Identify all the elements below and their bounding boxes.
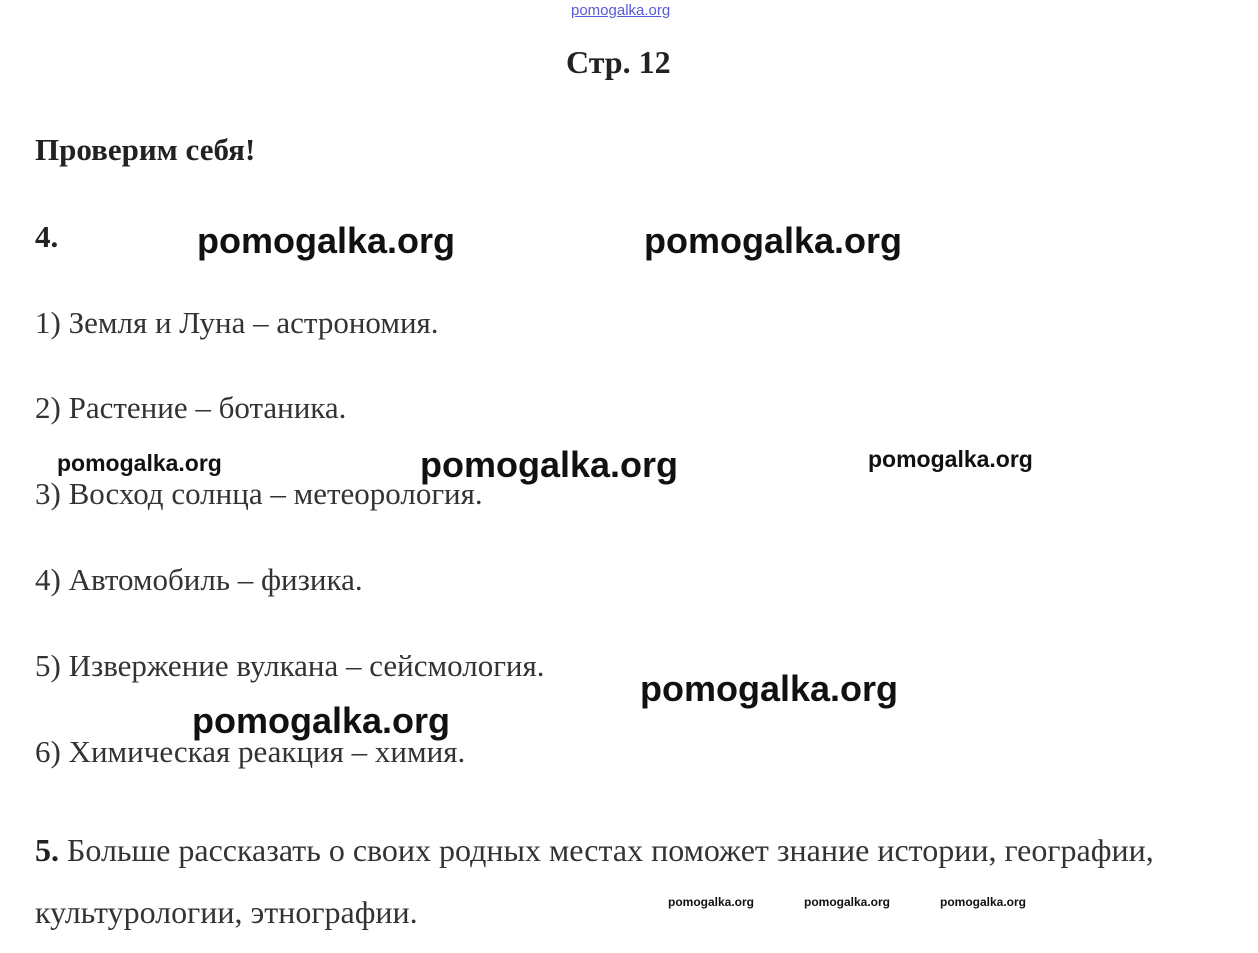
task-4-number: 4. [35, 219, 59, 254]
answer-1: 1) Земля и Луна – астрономия. [35, 305, 439, 340]
task-5-paragraph [35, 819, 1155, 943]
watermark: pomogalka.org [644, 220, 903, 261]
watermark: pomogalka.org [640, 668, 899, 709]
answer-6: 6) Химическая реакция – химия. [35, 734, 466, 769]
watermark: pomogalka.org [57, 450, 222, 476]
answer-5: 5) Извержение вулкана – сейсмология. [35, 648, 545, 683]
watermark: pomogalka.org [192, 700, 451, 741]
answer-2: 2) Растение – ботаника. [35, 390, 347, 425]
watermark: pomogalka.org [668, 895, 755, 909]
section-title: Проверим себя! [35, 132, 256, 167]
watermark: pomogalka.org [940, 895, 1027, 909]
site-link[interactable]: pomogalka.org [571, 2, 671, 19]
watermark: pomogalka.org [804, 895, 891, 909]
answer-3: 3) Восход солнца – метеорология. [35, 476, 483, 511]
watermark: pomogalka.org [868, 446, 1033, 472]
task-5-text: Больше рассказать о своих родных местах поможет знание истории, географии, культурологии, этнографии. [35, 832, 1154, 930]
answer-4: 4) Автомобиль – физика. [35, 562, 363, 597]
watermark: pomogalka.org [197, 220, 456, 261]
watermark: pomogalka.org [420, 444, 679, 485]
task-5-number: 5. [35, 832, 59, 868]
page-title: Стр. 12 [566, 44, 671, 80]
